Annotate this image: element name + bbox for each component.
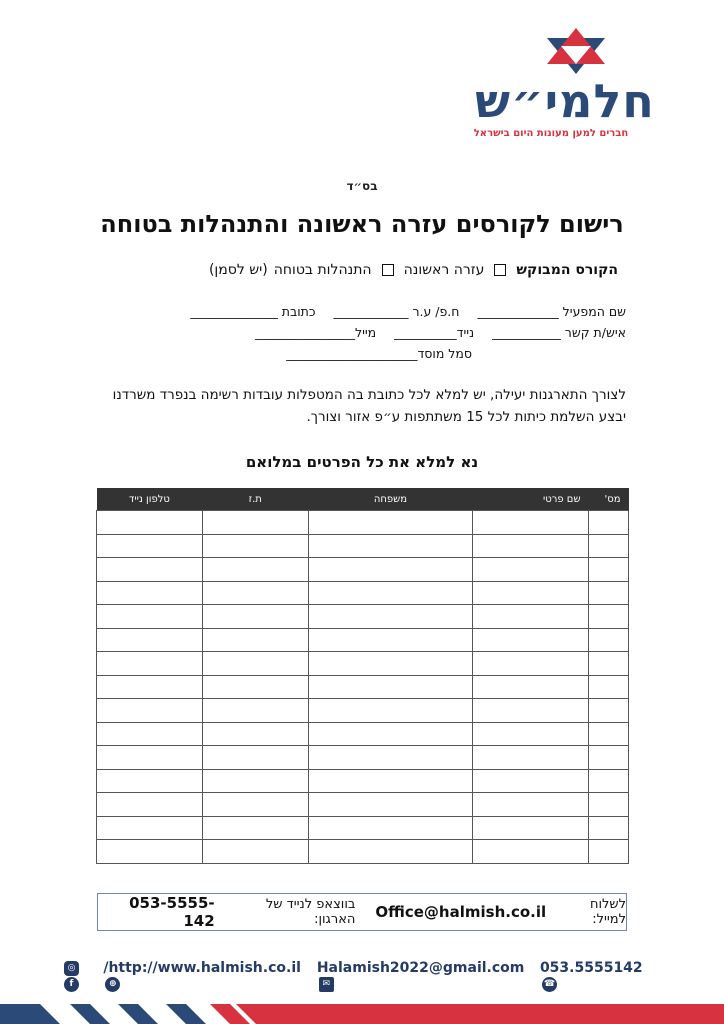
table-cell[interactable] [97,581,203,605]
participants-table [96,488,629,864]
table-row [97,699,629,723]
table-row [97,581,629,605]
basad-header: בס״ד [346,179,378,193]
table-row [97,534,629,558]
table-row [97,652,629,676]
mail-icon: ✉ [319,977,334,992]
contact-box [97,893,627,931]
table-row [97,628,629,652]
table-row [97,558,629,582]
footer-phone[interactable]: 053.5555142 [539,960,643,976]
col-mobile: טלפון נייד [97,488,203,511]
table-cell[interactable] [97,558,203,582]
table-cell[interactable] [473,746,589,770]
table-cell[interactable] [473,769,589,793]
globe-icon: ⊕ [105,977,120,992]
table-cell[interactable] [589,605,629,629]
table-cell[interactable] [589,840,629,864]
table-cell[interactable] [97,534,203,558]
table-cell[interactable] [473,699,589,723]
col-number: מס' [589,488,629,511]
contact-person-field[interactable]: איש/ת קשר ___________ [492,325,626,340]
table-cell[interactable] [589,675,629,699]
table-cell[interactable] [97,675,203,699]
table-cell[interactable] [473,581,589,605]
table-cell[interactable] [473,628,589,652]
table-cell[interactable] [473,511,589,535]
table-row [97,816,629,840]
table-cell[interactable] [473,534,589,558]
col-id: ת.ז [202,488,308,511]
table-cell[interactable] [202,793,308,817]
table-cell[interactable] [202,746,308,770]
table-cell[interactable] [308,652,473,676]
contact-email[interactable]: Office@halmish.co.il [375,903,547,921]
facebook-icon[interactable]: f [64,977,79,992]
table-row [97,840,629,864]
table-cell[interactable] [308,605,473,629]
course-label: הקורס המבוקש [516,262,618,278]
footer [62,960,662,989]
table-cell[interactable] [202,816,308,840]
option-safe-conduct: התנהלות בטוחה [273,262,372,278]
page-title: רישום לקורסים עזרה ראשונה והתנהלות בטוחה [100,210,624,238]
checkbox-first-aid[interactable] [494,264,506,276]
company-id-field[interactable]: ח.פ/ ע.ר ____________ [333,304,460,319]
logo-tagline: חברים למען מעונות היום בישראל [473,128,629,139]
table-cell[interactable] [589,511,629,535]
table-cell[interactable] [589,816,629,840]
email-label: לשלוח למייל: [589,897,626,927]
institution-code-field[interactable]: סמל מוסד_____________________ [286,346,472,361]
table-row [97,769,629,793]
table-cell[interactable] [308,628,473,652]
table-cell[interactable] [308,534,473,558]
table-row [97,746,629,770]
table-cell[interactable] [589,699,629,723]
table-cell[interactable] [202,534,308,558]
table-cell[interactable] [97,605,203,629]
table-cell[interactable] [308,769,473,793]
website-link[interactable]: /http://www.halmish.co.il [103,960,301,976]
whatsapp-label: בווצאפ לנייד של הארגון: [265,897,356,927]
footer-stripes [0,1004,724,1024]
social-icons [62,960,103,992]
table-cell[interactable] [97,699,203,723]
checkbox-safe-conduct[interactable] [382,264,394,276]
mobile-field[interactable]: נייד__________ [394,325,475,340]
instagram-icon[interactable]: ◎ [64,961,79,976]
table-cell[interactable] [473,605,589,629]
form-line-1 [118,304,626,319]
table-cell[interactable] [308,558,473,582]
table-cell[interactable] [589,746,629,770]
table-cell[interactable] [202,840,308,864]
course-note: (יש לסמן) [208,262,268,278]
table-cell[interactable] [202,558,308,582]
form-line-2 [118,325,626,340]
table-cell[interactable] [97,722,203,746]
table-cell[interactable] [308,511,473,535]
table-cell[interactable] [202,769,308,793]
table-cell[interactable] [202,605,308,629]
table-cell[interactable] [97,769,203,793]
table-cell[interactable] [473,793,589,817]
table-row [97,605,629,629]
table-cell[interactable] [473,840,589,864]
table-cell[interactable] [473,675,589,699]
table-cell[interactable] [97,652,203,676]
table-row [97,675,629,699]
table-cell[interactable] [97,628,203,652]
table-cell[interactable] [202,722,308,746]
contact-whatsapp[interactable]: 053-5555-142 [129,894,215,930]
operator-name-field[interactable]: שם המפעיל _____________ [477,304,626,319]
table-cell[interactable] [97,816,203,840]
table-cell[interactable] [589,652,629,676]
notice-line-2: יבצע השלמת כיתות לכל 15 משתתפות ע״פ אזור וצורך. [306,409,626,425]
table-cell[interactable] [308,722,473,746]
table-header-row [97,488,629,511]
phone-icon: ☎ [542,977,557,992]
table-cell[interactable] [589,769,629,793]
table-cell[interactable] [202,675,308,699]
table-cell[interactable] [202,699,308,723]
option-first-aid: עזרה ראשונה [403,262,485,278]
table-cell[interactable] [589,722,629,746]
address-field[interactable]: כתובת ______________ [190,304,316,319]
table-cell[interactable] [97,511,203,535]
course-selection [120,262,618,278]
table-cell[interactable] [202,628,308,652]
table-cell[interactable] [202,511,308,535]
table-cell[interactable] [308,793,473,817]
col-first-name: שם פרטי [473,488,589,511]
table-cell[interactable] [473,652,589,676]
table-title: נא למלא את כל הפרטים במלואם [245,453,479,471]
table-cell[interactable] [97,746,203,770]
table-cell[interactable] [308,816,473,840]
table-row [97,722,629,746]
table-row [97,511,629,535]
table-cell[interactable] [97,840,203,864]
email-field[interactable]: מייל________________ [254,325,377,340]
table-cell[interactable] [589,628,629,652]
table-cell[interactable] [473,816,589,840]
table-cell[interactable] [308,699,473,723]
table-cell[interactable] [589,581,629,605]
table-cell[interactable] [308,840,473,864]
notice-line-1: לצורך התארגנות יעילה, יש למלא לכל כתובת בה המטפלות עובדות רשימה בנפרד משרדנו [112,387,626,403]
table-cell[interactable] [308,746,473,770]
table-cell[interactable] [589,558,629,582]
table-cell[interactable] [473,558,589,582]
col-last-name: משפחה [308,488,473,511]
table-cell[interactable] [97,793,203,817]
table-row [97,793,629,817]
table-cell[interactable] [308,675,473,699]
table-cell[interactable] [589,534,629,558]
table-cell[interactable] [202,652,308,676]
gmail-link[interactable]: Halamish2022@gmail.com [316,960,525,976]
table-cell[interactable] [308,581,473,605]
notice-text [70,384,626,428]
logo-name: חלמי״ש [475,74,655,128]
table-cell[interactable] [202,581,308,605]
table-cell[interactable] [589,793,629,817]
table-cell[interactable] [473,722,589,746]
logo-icon [547,28,605,74]
